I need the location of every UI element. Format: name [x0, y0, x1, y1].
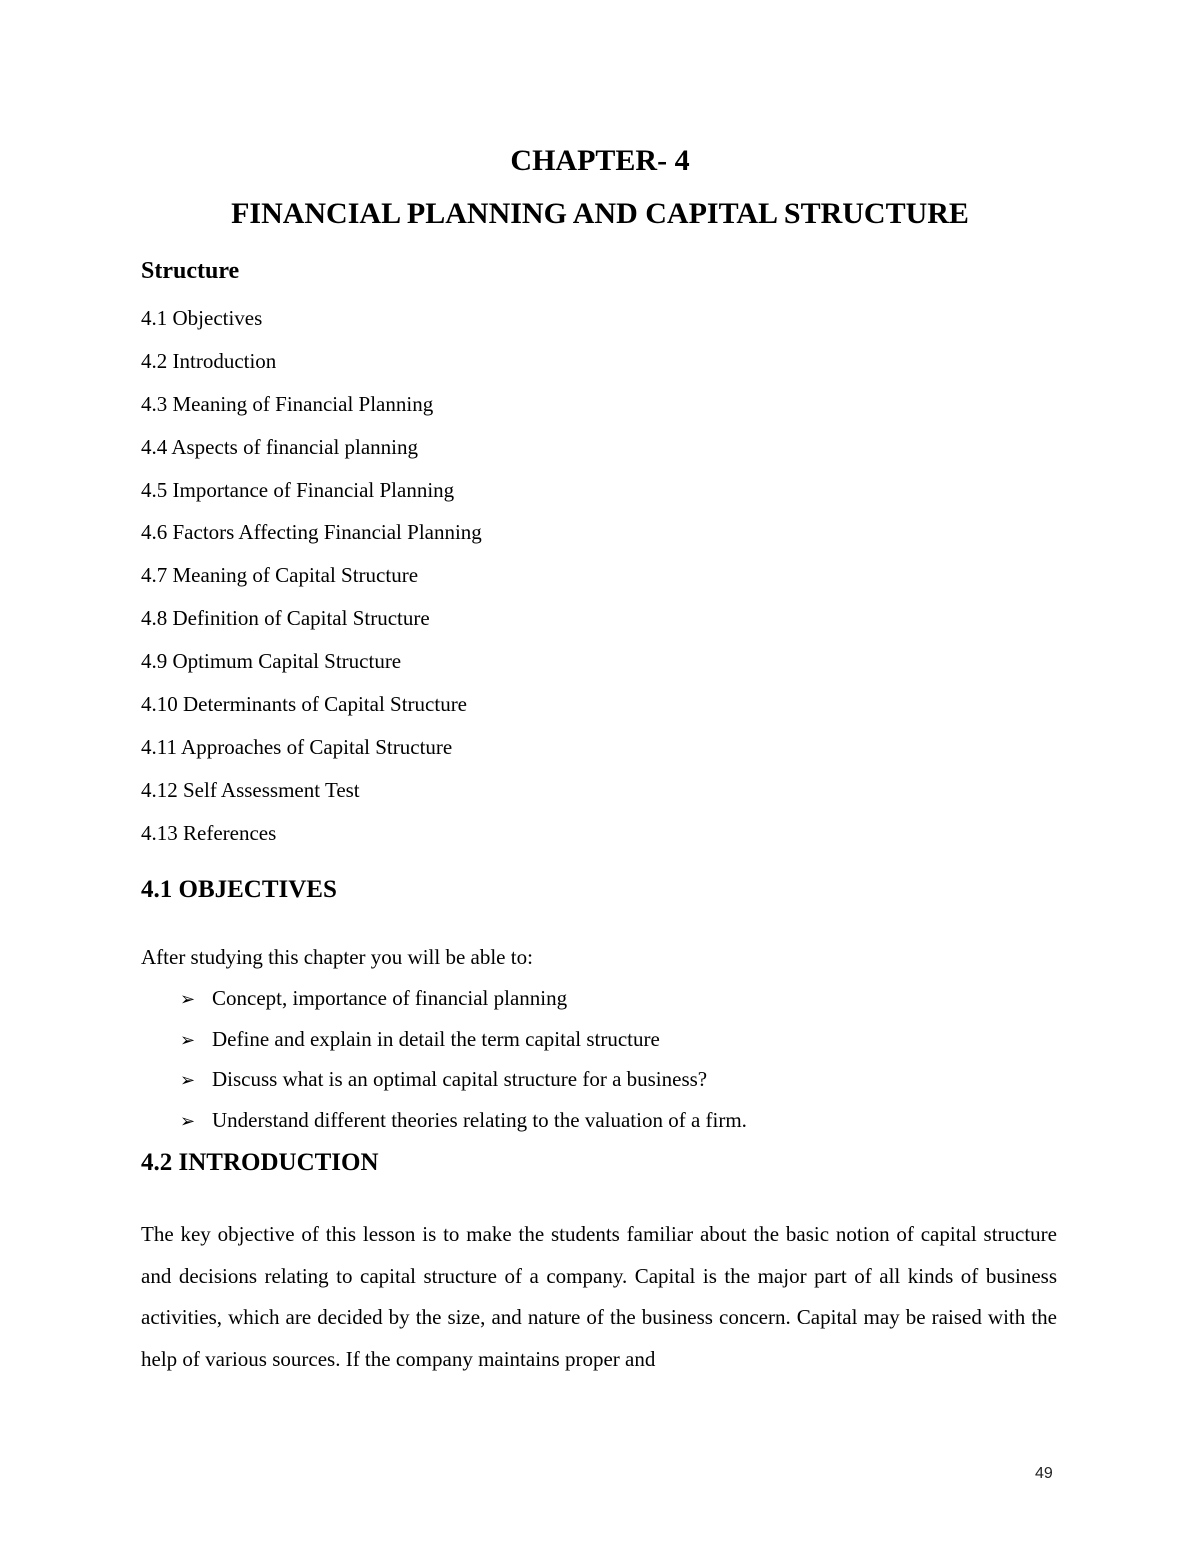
objectives-list	[180, 985, 747, 1147]
structure-item: 4.13 References	[141, 820, 277, 845]
objective-text: Define and explain in detail the term capital structure	[212, 1026, 660, 1051]
structure-item: 4.10 Determinants of Capital Structure	[141, 692, 468, 717]
structure-item: 4.1 Objectives	[141, 306, 263, 330]
structure-item: 4.5 Importance of Financial Planning	[141, 477, 455, 502]
arrow-bullet-icon: ➢	[180, 1110, 196, 1132]
arrow-bullet-icon: ➢	[180, 1029, 196, 1051]
structure-item: 4.2 Introduction	[141, 348, 277, 373]
structure-item: 4.8 Definition of Capital Structure	[141, 606, 430, 631]
structure-item: 4.3 Meaning of Financial Planning	[141, 391, 434, 416]
objective-item	[180, 1107, 747, 1148]
structure-item: 4.11 Approaches of Capital Structure	[141, 734, 453, 759]
arrow-bullet-icon: ➢	[180, 989, 196, 1010]
chapter-title: CHAPTER- 4	[510, 144, 690, 177]
structure-heading: Structure	[141, 258, 240, 284]
introduction-paragraph: The key objective of this lesson is to make the students familiar about the basic notion of capital structure and decisions relating to capital structure of a company. Capital is the major part of all kinds of business activities, which are decided by the size, and nature of the business concern. Capital may be raised with the help of various sources. If the company maintains proper and	[141, 1222, 1057, 1371]
arrow-bullet-icon: ➢	[180, 1070, 196, 1091]
chapter-subtitle: FINANCIAL PLANNING AND CAPITAL STRUCTURE	[231, 197, 969, 230]
objectives-heading: 4.1 OBJECTIVES	[141, 876, 337, 903]
structure-item: 4.7 Meaning of Capital Structure	[141, 563, 419, 588]
objective-item	[180, 1026, 747, 1067]
objective-item	[180, 1066, 747, 1107]
structure-list	[141, 305, 482, 863]
objective-item	[180, 985, 747, 1026]
structure-item: 4.12 Self Assessment Test	[141, 777, 360, 802]
objective-text: Discuss what is an optimal capital structure for a business?	[212, 1067, 708, 1091]
objectives-lead: After studying this chapter you will be able to:	[141, 945, 533, 969]
structure-item: 4.4 Aspects of financial planning	[141, 434, 419, 459]
page-number: 49	[1035, 1465, 1053, 1482]
structure-item: 4.6 Factors Affecting Financial Planning	[141, 520, 482, 545]
introduction-heading: 4.2 INTRODUCTION	[141, 1149, 379, 1176]
objective-text: Understand different theories relating to the valuation of a firm.	[212, 1107, 747, 1132]
structure-item: 4.9 Optimum Capital Structure	[141, 649, 402, 674]
objective-text: Concept, importance of financial planning	[212, 986, 568, 1010]
